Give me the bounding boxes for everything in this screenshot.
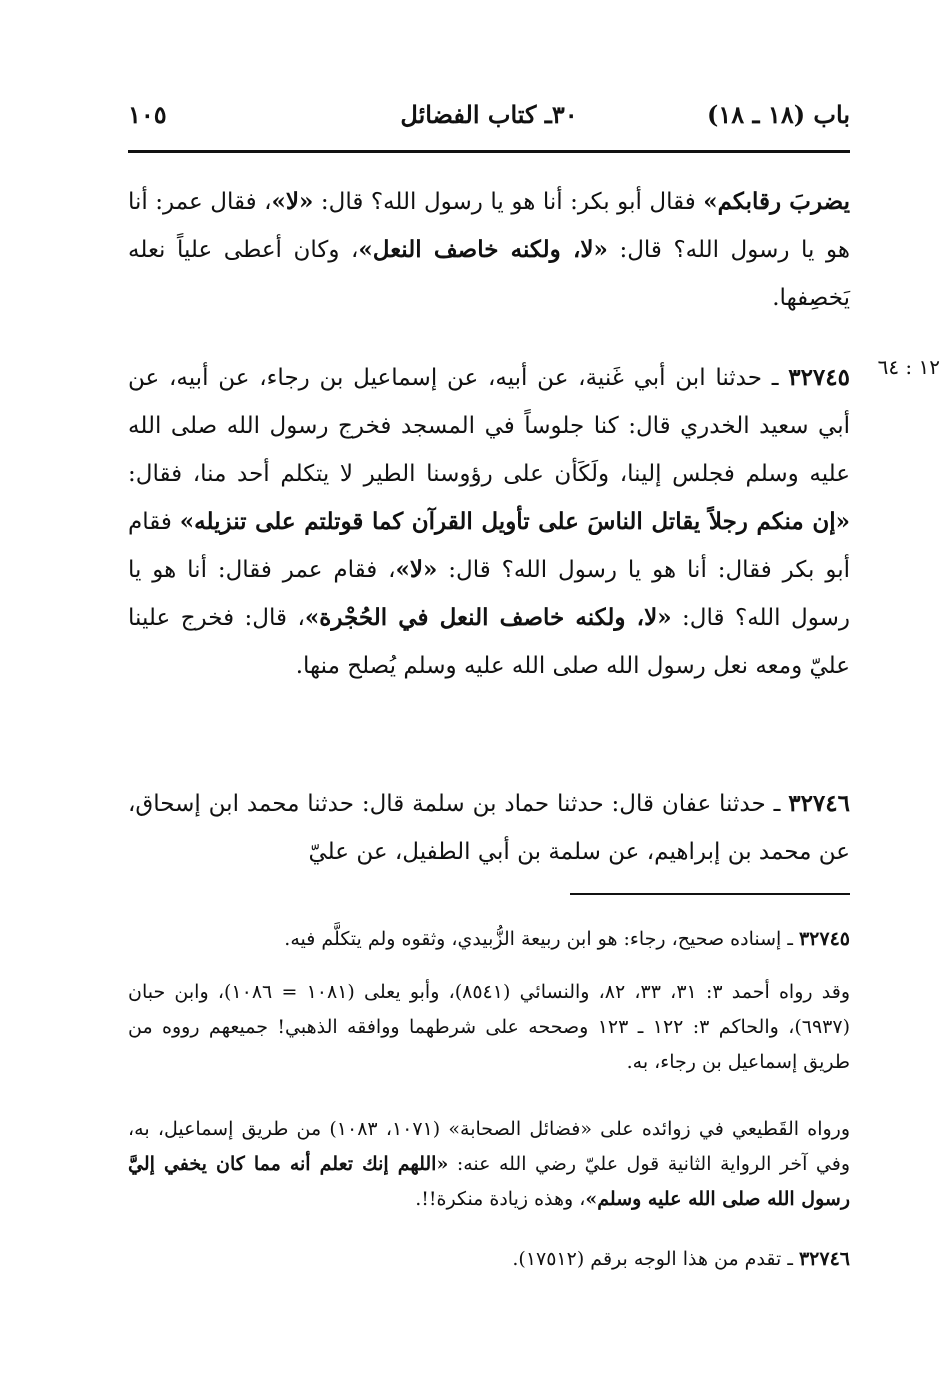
footnote-32746 [128, 1242, 850, 1277]
hadith-32745 [128, 354, 850, 690]
footnote-text: ورواه القَطيعي في زوائده على «فضائل الصحابة» (١٠٧١، ١٠٨٣) من طريق إسماعيل، به، وفي آخر الرواية الثانية قول عليّ رضي الله عنه: [128, 1118, 850, 1175]
bold-phrase: يضربَ رقابكم» [703, 188, 851, 215]
paragraph-text: فقال أبو بكر: أنا هو يا رسول الله؟ قال: [313, 189, 704, 215]
footnote-sources [128, 975, 850, 1080]
footnote-text: وقد رواه أحمد ٣: ٣١، ٣٣، ٨٢، والنسائي (٨٥٤١)، وأبو يعلى (١٠٨١ = ١٠٨٦)، وابن حبان (٦٩٣٧)، والحاكم ٣: ١٢٢ ـ ١٢٣ وصححه على شرطهما ووافقه الذهبي! جميعهم رووه من طريق إسماعيل بن رجاء، به. [128, 981, 851, 1073]
hadith-number: ٣٢٧٤٦ [788, 790, 850, 817]
marginal-reference: ١٢ : ٦٤ [877, 355, 940, 379]
footnote-text: ـ إسناده صحيح، رجاء: هو ابن ربيعة الزُّبيدي، وثقوه ولم يتكلَّم فيه. [284, 928, 799, 950]
footnote-qatiei [128, 1112, 850, 1217]
page-header [128, 100, 850, 146]
paragraph-text: ، فقال عمر: أنا هو يا رسول الله؟ قال: [128, 189, 850, 263]
chapter-reference: باب (١٨ ـ ١٨) [707, 100, 850, 129]
hadith-32746 [128, 780, 850, 876]
book-title: ٣٠ـ كتاب الفضائل [400, 100, 578, 129]
footnote-text: ـ تقدم من هذا الوجه برقم (١٧٥١٢). [512, 1248, 799, 1270]
bold-phrase: «لا» [395, 556, 438, 583]
hadith-text: ـ حدثنا عفان قال: حدثنا حماد بن سلمة قال: حدثنا محمد ابن إسحاق، عن محمد بن إبراهيم، عن سلمة بن أبي الطفيل، عن عليّ [128, 791, 850, 865]
bold-phrase: «لا» [271, 188, 314, 215]
bold-phrase: «إن منكم رجلاً يقاتل الناسَ على تأويل القرآن كما قوتلتم على تنزيله» [179, 508, 850, 535]
footnote-divider [570, 893, 850, 895]
bold-phrase: «لا، ولكنه خاصف النعل في الحُجْرة» [304, 604, 672, 631]
paragraph-text: ، وكان أعطى علياً نعله يَخصِفها. [128, 237, 850, 311]
bold-phrase: «اللهم إنك تعلم أنه مما كان يخفي إليَّ رسول الله صلى الله عليه وسلم» [128, 1153, 850, 1210]
footnote-32745 [128, 922, 850, 957]
footnote-text: ، وهذه زيادة منكرة!!. [415, 1188, 586, 1210]
continued-paragraph [128, 178, 850, 322]
footnote-number: ٣٢٧٤٦ [798, 1248, 850, 1270]
header-divider [128, 150, 850, 153]
footnote-number: ٣٢٧٤٥ [798, 928, 850, 950]
page-number: ١٠٥ [128, 100, 167, 129]
hadith-text: ، قال: فخرج علينا عليّ ومعه نعل رسول الله صلى الله عليه وسلم يُصلح منها. [128, 605, 850, 679]
bold-phrase: «لا، ولكنه خاصف النعل» [358, 236, 608, 263]
hadith-number: ٣٢٧٤٥ [788, 364, 850, 391]
hadith-text: ، فقام عمر فقال: أنا هو يا رسول الله؟ قال: [128, 557, 850, 631]
hadith-text: ـ حدثنا ابن أبي غَنية، عن أبيه، عن إسماعيل بن رجاء، عن أبيه، عن أبي سعيد الخدري قال: كنا جلوساً في المسجد فخرج رسول الله صلى الله عليه وسلم فجلس إلينا، ولَكَأن على رؤوسنا الطير لا يتكلم أحد منا، فقال: [128, 365, 850, 487]
hadith-text: فقام أبو بكر فقال: أنا هو يا رسول الله؟ قال: [128, 509, 850, 583]
